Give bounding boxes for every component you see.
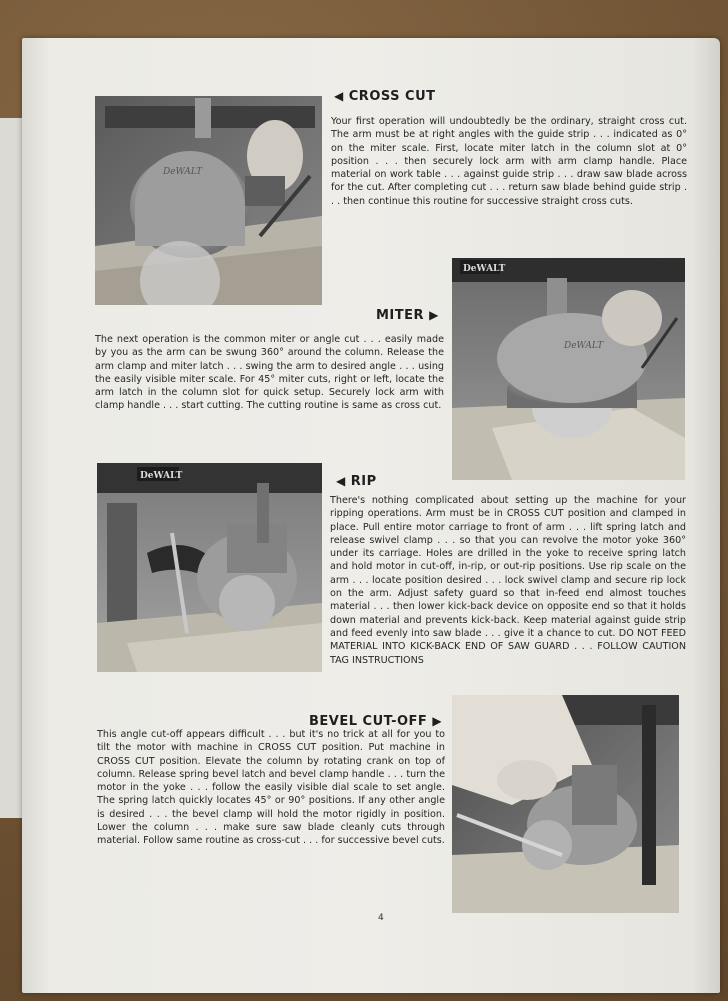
page-number: 4	[378, 913, 384, 923]
right-arrow-icon: ▶	[432, 714, 443, 728]
cross-cut-heading	[334, 89, 436, 104]
bevel-cut-off-title: BEVEL CUT-OFF	[309, 714, 428, 729]
bevel-cut-off-photo	[452, 695, 679, 913]
rip-photo	[97, 463, 322, 672]
rip-heading	[336, 474, 377, 489]
right-arrow-icon: ▶	[429, 308, 439, 322]
miter-photo	[452, 258, 685, 480]
cross-cut-title: CROSS CUT	[348, 89, 436, 104]
left-arrow-icon: ◀	[334, 89, 344, 103]
cross-cut-text: Your first operation will undoubtedly be the ordinary, straight cross cut. The arm must be at right angles with the guide strip . . . indicated as 0° on the miter scale. First, locate miter latch in the column slot at 0° position . . . then securely lock arm with arm clamp handle. Place material on work table . . . against guide strip . . . draw saw blade across for the cut. After completing cut . . . return saw blade behind guide strip . . . then continue this routine for successive straight cross cuts.	[331, 116, 687, 207]
left-arrow-icon: ◀	[336, 474, 346, 488]
photo-brand-logo: DeWALT	[140, 471, 183, 481]
photo-brand-logo: DeWALT	[463, 264, 506, 274]
rip-text: There's nothing complicated about setting up the machine for your ripping operations. Arm must be in CROSS CUT position and clamped in place. Pull entire motor carriage to front of arm . . . lift spring latch and release swivel clamp . . . so that you can revolve the motor yoke 360° under its carriage. Holes are drilled in the yoke to receive spring latch and hold motor in cut-off, in-rip, or out-rip positions. Use rip scale on the arm . . . locate position desired . . . lock swivel clamp and secure rip lock on the arm. Adjust safety guard so that in-feed end almost touches material . . . then lower kick-back device on opposite end so that it holds down material and prevents kick-back. Keep material against guide strip and feed evenly into saw blade . . . give it a chance to cut. DO NOT FEED MATERIAL INTO KICK-BACK END OF SAW GUARD . . . FOLLOW CAUTION TAG INSTRUCTIONS	[330, 495, 686, 666]
cross-cut-photo	[95, 96, 322, 305]
photo-brand-logo: DeWALT	[163, 167, 203, 177]
miter-heading	[376, 308, 439, 323]
svg-text:DeWALT: DeWALT	[564, 341, 604, 351]
miter-text: The next operation is the common miter or angle cut . . . easily made by you as the arm can be swung 360° around the column. Release the arm clamp and miter latch . . . swing the arm to desired angle . . . using the easily visible miter scale. For 45° miter cuts, right or left, locate the arm latch in the column slot for quick setup. Securely lock arm with clamp handle . . . start cutting. The cutting routine is same as cross cut.	[95, 334, 444, 412]
miter-title: MITER	[376, 308, 425, 323]
rip-title: RIP	[350, 474, 377, 489]
bevel-cut-off-heading	[309, 714, 442, 729]
bevel-cut-off-text: This angle cut-off appears difficult . . . but it's no trick at all for you to tilt the motor with machine in CROSS CUT position. Put machine in CROSS CUT position. Elevate the column by rotating crank on top of column. Release spring bevel latch and bevel clamp handle . . . turn the motor in the yoke . . . follow the easily visible dial scale to set angle. The spring latch quickly locates 45° or 90° positions. If any other angle is desired . . . the bevel clamp will hold the motor rigidly in position. Lower the column . . . make sure saw blade cleanly cuts through material. Follow same routine as cross-cut . . . for successive bevel cuts.	[97, 729, 445, 847]
